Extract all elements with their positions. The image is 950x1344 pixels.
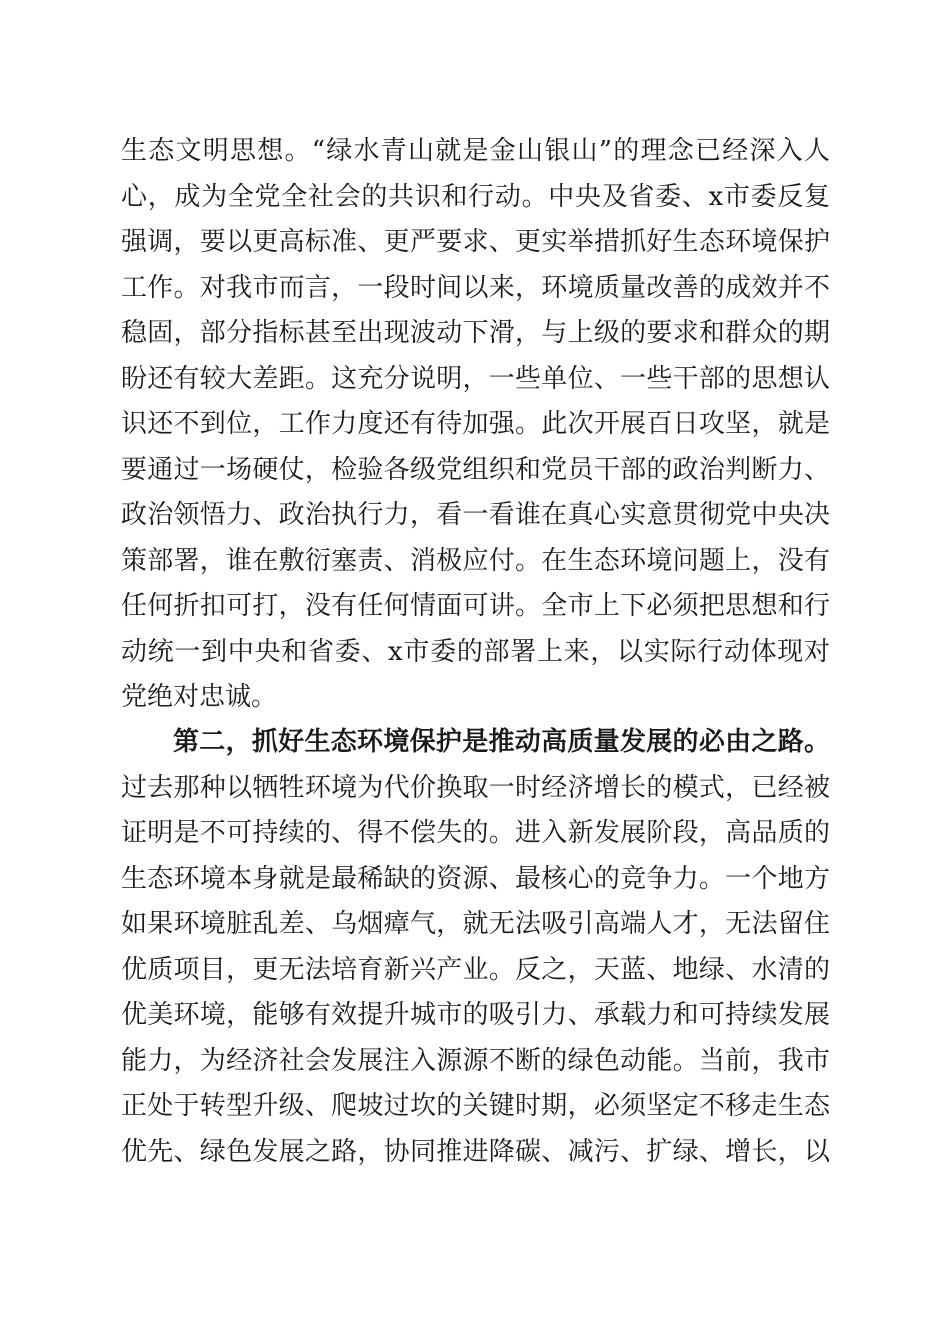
- paragraph-1-line: 任何折扣可打，没有任何情面可讲。全市上下必须把思想和行: [121, 591, 830, 621]
- paragraph-1-line: 强调，要以更高标准、更严要求、更实举措抓好生态环境保护: [121, 227, 830, 257]
- paragraph-1-line: 动统一到中央和省委、x市委的部署上来，以实际行动体现对: [121, 636, 830, 667]
- paragraph-1-line: 党绝对忠诚。: [121, 682, 278, 712]
- paragraph-2-line: 正处于转型升级、爬坡过坎的关键时期，必须坚定不移走生态: [121, 1091, 830, 1121]
- paragraph-1-line: 生态文明思想。“绿水青山就是金山银山”的理念已经深入人: [121, 136, 830, 166]
- paragraph-1-line: 政治领悟力、政治执行力，看一看谁在真心实意贯彻党中央决: [121, 500, 830, 530]
- paragraph-1-line: 策部署，谁在敷衍塞责、消极应付。在生态环境问题上，没有: [121, 545, 830, 576]
- paragraph-2-heading: 第二，抓好生态环境保护是推动高质量发展的必由之路。: [173, 727, 830, 757]
- paragraph-2-line: 优先、绿色发展之路，协同推进降碳、减污、扩绿、增长，以: [121, 1136, 830, 1167]
- paragraph-1-line: 工作。对我市而言，一段时间以来，环境质量改善的成效并不: [121, 272, 830, 303]
- paragraph-1: [121, 129, 830, 721]
- paragraph-2-line: 优质项目，更无法培育新兴产业。反之，天蓝、地绿、水清的: [121, 954, 830, 985]
- paragraph-2-line: 能力，为经济社会发展注入源源不断的绿色动能。当前，我市: [121, 1045, 830, 1076]
- paragraph-1-line: 识还不到位，工作力度还有待加强。此次开展百日攻坚，就是: [121, 409, 830, 439]
- paragraph-2-line: 生态环境本身就是最稀缺的资源、最核心的竞争力。一个地方: [121, 863, 830, 894]
- paragraph-2-line: 过去那种以牺牲环境为代价换取一时经济增长的模式，已经被: [121, 772, 830, 803]
- paragraph-2-line: 如果环境脏乱差、乌烟瘴气，就无法吸引高端人才，无法留住: [121, 909, 830, 939]
- paragraph-2: [121, 720, 830, 1175]
- paragraph-2-line: 证明是不可持续的、得不偿失的。进入新发展阶段，高品质的: [121, 818, 830, 848]
- paragraph-1-line: 心，成为全党全社会的共识和行动。中央及省委、x市委反复: [121, 181, 830, 212]
- paragraph-2-line: 优美环境，能够有效提升城市的吸引力、承载力和可持续发展: [121, 1000, 830, 1030]
- paragraph-1-line: 要通过一场硬仗，检验各级党组织和党员干部的政治判断力、: [121, 454, 830, 485]
- paragraph-1-line: 盼还有较大差距。这充分说明，一些单位、一些干部的思想认: [121, 363, 830, 394]
- paragraph-1-line: 稳固，部分指标甚至出现波动下滑，与上级的要求和群众的期: [121, 318, 830, 348]
